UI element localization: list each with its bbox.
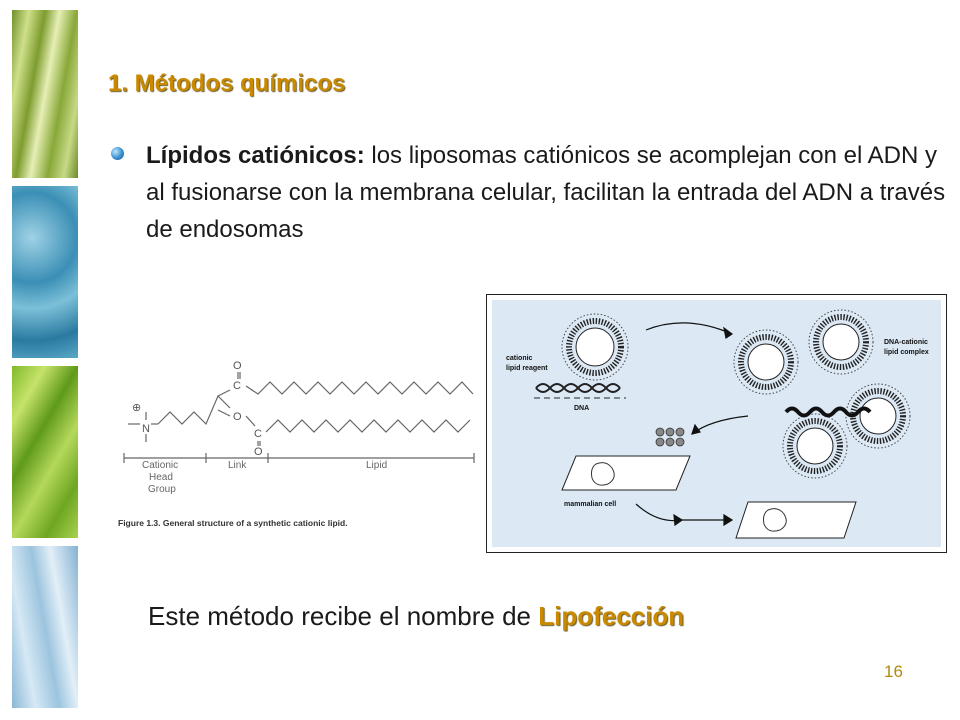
label-lipid: Lipid — [366, 460, 388, 471]
label-complex-line2: lipid complex — [884, 349, 929, 356]
carbon-label-bottom: C — [254, 428, 262, 440]
label-head-line2: Head — [149, 472, 173, 483]
bullet-icon — [111, 147, 124, 160]
bullet-term: Lípidos catiónicos: — [146, 142, 365, 169]
label-head-line1: Cationic — [142, 460, 179, 471]
oxygen-label-mid: O — [233, 411, 242, 423]
decorative-tile-lime — [12, 366, 78, 538]
transfected-cell-icon — [736, 502, 856, 538]
oxygen-label-bottom: O — [254, 446, 263, 458]
carbon-label-top: C — [233, 380, 241, 392]
lipofection-term: Lipofección — [538, 601, 685, 631]
mammalian-cell-icon — [562, 456, 690, 490]
head-charge-symbol: ⊕ — [132, 402, 142, 414]
decorative-tile-green — [12, 10, 78, 178]
label-link: Link — [228, 460, 247, 471]
lipid-figure-caption: Figure 1.3. General structure of a synthetic cationic lipid. — [118, 518, 348, 528]
slide-title: 1. Métodos químicos — [108, 70, 346, 97]
page-number: 16 — [884, 662, 903, 681]
label-dna: DNA — [574, 405, 590, 412]
lipofection-prefix: Este método recibe el nombre de — [148, 601, 539, 631]
label-cationic-reagent-line2: lipid reagent — [506, 365, 548, 372]
decorative-tile-blue — [12, 186, 78, 358]
label-head-line3: Group — [148, 484, 176, 495]
lipofection-diagram — [486, 294, 947, 553]
bullet-paragraph — [146, 137, 946, 248]
nitrogen-label: N — [142, 423, 150, 435]
decorative-image-strip — [12, 10, 78, 708]
label-mammalian-cell: mammalian cell — [564, 501, 617, 508]
cationic-lipid-structure-figure — [118, 350, 480, 535]
label-complex-line1: DNA-cationic — [884, 339, 928, 346]
oxygen-label-top: O — [233, 360, 242, 372]
bullet-body: los liposomas catiónicos se acomplejan con el ADN y al fusionarse con la membrana celular, facilitan la entrada del ADN a través de endosomas — [146, 142, 946, 243]
decorative-tile-lightblue — [12, 546, 78, 708]
lipofection-statement — [148, 601, 684, 632]
label-cationic-reagent-line1: cationic — [506, 355, 533, 362]
